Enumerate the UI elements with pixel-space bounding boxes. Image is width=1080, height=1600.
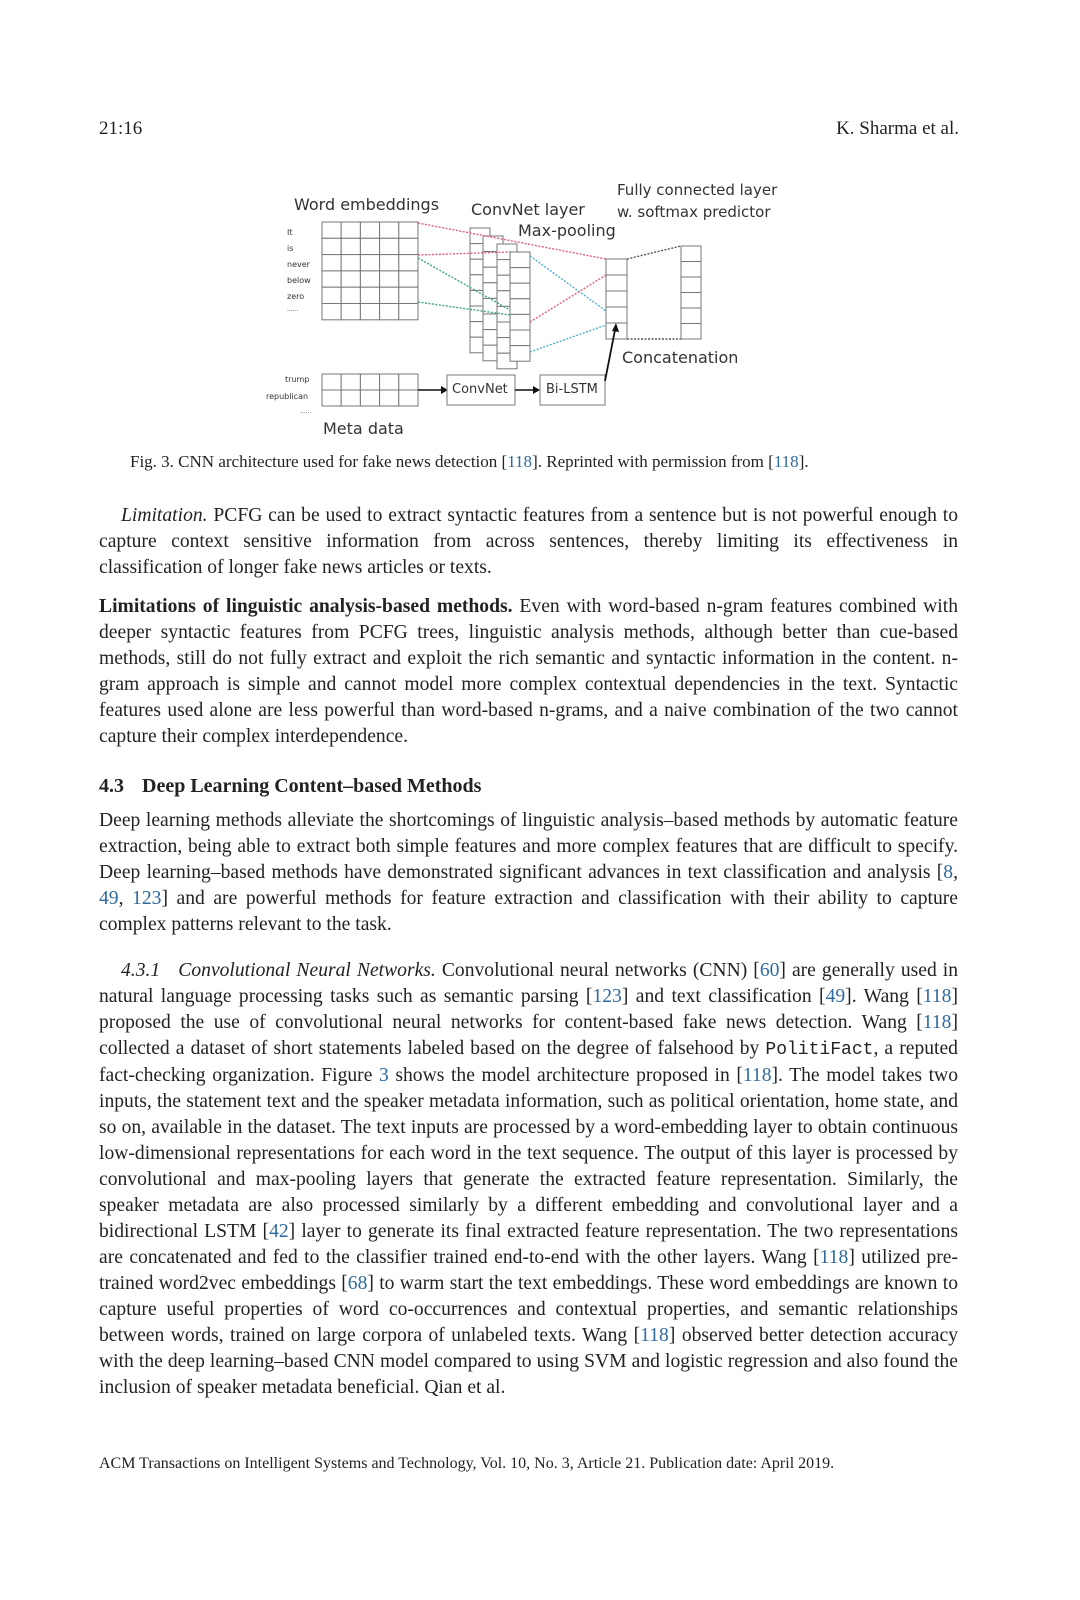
embedding-cell (360, 271, 379, 287)
citation-link[interactable]: 68 (347, 1273, 368, 1294)
citation-link[interactable]: 8 (943, 862, 954, 883)
conv-cell (510, 268, 530, 284)
citation-link[interactable]: 118 (773, 452, 799, 471)
meta-cell (380, 374, 399, 390)
citation-link[interactable]: 123 (592, 986, 622, 1007)
embedding-cell (322, 222, 341, 238)
embedding-cell (380, 271, 399, 287)
pooling-cell (606, 307, 627, 323)
paragraph-text: ] utilized pre-trained word2vec embeddings [ (99, 1247, 959, 1294)
paragraph-text: ]. The model takes two inputs, the statement text and the speaker metadata information, such as political orientation, home state, and so on, available in the dataset. The text inputs are processed by a word-embedding layer to obtain continuous low-dimensional representations for each word in the text sequence. The output of this layer is processed by convolutional and max-pooling layers that generate the extracted feature representation. Similarly, the speaker metadata are also processed similarly by a different embedding and convolutional layer and a bidirectional LSTM [ (99, 1065, 959, 1242)
label-softmax-predictor: w. softmax predictor (617, 203, 771, 221)
citation-link[interactable]: 123 (132, 888, 162, 909)
word-label-zero: zero (287, 292, 305, 301)
pooling-cell (606, 259, 627, 275)
convnet-layer-stack (470, 228, 530, 369)
citation-link[interactable]: 49 (825, 986, 846, 1007)
fc-cell (681, 308, 701, 324)
fc-cell (681, 293, 701, 309)
paragraph-deep-learning (99, 808, 958, 938)
embedding-cell (380, 304, 399, 320)
label-bilstm-box: Bi-LSTM (546, 382, 598, 397)
label-max-pooling: Max-pooling (518, 221, 616, 240)
connection-line-blue (530, 325, 606, 352)
meta-data-matrix (322, 374, 418, 406)
embedding-cell (380, 287, 399, 303)
embedding-cell (341, 222, 360, 238)
citation-link[interactable]: 118 (922, 1012, 952, 1033)
paragraph-cnn (99, 958, 958, 1401)
paragraph-text: Deep learning methods alleviate the shortcomings of linguistic analysis–based methods by automatic feature extraction, being able to extract both simple features and more complex features that are difficult to specify. Deep learning–based methods have demonstrated significant advances in text classification and analysis [ (99, 810, 958, 883)
paragraph-text: ] to warm start the text embeddings. These word embeddings are known to capture useful properties of word co-occurrences and contextual properties, and semantic relationships between words, trained on large corpora of unlabeled texts. Wang [ (99, 1273, 958, 1346)
citation-link[interactable]: 118 (819, 1247, 849, 1268)
paragraph-text: ] observed better detection accuracy with the deep learning–based CNN model compared to using SVM and logistic regression and also found the inclusion of speaker metadata beneficial. Qian et al. (99, 1325, 958, 1398)
paragraph-text: , a reputed fact-checking organization. Figure (99, 1038, 958, 1086)
label-fully-connected: Fully connected layer (617, 181, 778, 199)
paragraph-lead: Limitation. (121, 505, 208, 526)
embedding-cell (341, 287, 360, 303)
meta-cell (360, 390, 379, 406)
paragraph-text: PCFG can be used to extract syntactic features from a sentence but is not powerful enough to capture context sensitive information from across sentences, thereby limiting its effectiveness in classification of longer fake news articles or texts. (99, 505, 958, 578)
figure-caption (130, 452, 809, 472)
label-meta-data: Meta data (323, 419, 404, 438)
section-number: 4.3 (99, 775, 124, 797)
meta-cell (341, 374, 360, 390)
meta-cell (399, 390, 418, 406)
paragraph-text: shows the model architecture proposed in [ (388, 1065, 743, 1086)
politifact-name: PolitiFact (765, 1040, 874, 1060)
meta-cell (360, 374, 379, 390)
fc-cell (681, 262, 701, 278)
label-convnet-layer: ConvNet layer (471, 200, 585, 219)
word-label-never: never (287, 260, 310, 269)
citation-link[interactable]: 118 (742, 1065, 772, 1086)
word-label-ellipsis: ...... (287, 306, 299, 313)
connection-lines (418, 223, 681, 352)
embedding-cell (399, 304, 418, 320)
paragraph-text: ] collected a dataset of short statements labeled based on the degree of falsehood by (99, 1012, 958, 1059)
paragraph-text: ] and text classification [ (621, 986, 826, 1007)
embedding-cell (341, 271, 360, 287)
embedding-cell (360, 287, 379, 303)
embedding-cell (322, 238, 341, 254)
conv-cell (510, 299, 530, 315)
embedding-cell (341, 304, 360, 320)
meta-label-trump: trump (285, 375, 310, 384)
paragraph-lead: Limitations of linguistic analysis-based methods. (99, 596, 513, 617)
subsection-title: Convolutional Neural Networks. (178, 960, 436, 981)
connection-line-blue (530, 256, 606, 311)
paragraph-limitation (99, 503, 958, 581)
paragraph-text: Convolutional neural networks (CNN) [ (435, 960, 760, 981)
embedding-cell (399, 222, 418, 238)
fc-cell (681, 277, 701, 293)
meta-cell (341, 390, 360, 406)
fc-cell (681, 324, 701, 340)
meta-label-republican: republican (266, 392, 309, 401)
pooling-cell (606, 291, 627, 307)
word-label-below: below (287, 276, 311, 285)
embedding-cell (380, 222, 399, 238)
fully-connected-column (681, 246, 701, 339)
pooling-cell (606, 275, 627, 291)
arrow-head-icon (533, 386, 540, 394)
meta-cell (380, 390, 399, 406)
embedding-cell (341, 255, 360, 271)
citation-link[interactable]: 42 (269, 1221, 289, 1242)
embedding-cell (341, 238, 360, 254)
subsection-number: 4.3.1 (121, 960, 161, 981)
paragraph-text: ] layer to generate its final extracted feature representation. The two representations are concatenated and fed to the classifier trained end-to-end with the other layers. Wang [ (99, 1221, 958, 1268)
embedding-cell (360, 238, 379, 254)
paragraph-text: Even with word-based n-gram features combined with deeper syntactic features from PCFG trees, linguistic analysis methods, although better than cue-based methods, still do not fully extract and exploit the rich semantic and syntactic information in the content. n-gram approach is simple and cannot model more complex contextual dependencies in the text. Syntactic features used alone are less powerful than word-based n-grams, and a naive combination of the two cannot capture their complex interdependence. (99, 596, 958, 747)
conv-cell (510, 314, 530, 330)
citation-link[interactable]: 118 (507, 452, 533, 471)
connection-line-fc (627, 246, 681, 259)
citation-link[interactable]: 118 (922, 986, 952, 1007)
embedding-cell (380, 238, 399, 254)
embedding-cell (399, 271, 418, 287)
figure-link[interactable]: 3 (379, 1065, 389, 1086)
paragraph-text: ] and are powerful methods for feature extraction and classification with their ability to capture complex patterns relevant to the task. (99, 888, 958, 935)
paragraph-text: ] proposed the use of convolutional neural networks for content-based fake news detection. Wang [ (99, 986, 958, 1033)
separator: , (953, 862, 958, 883)
page-number: 21:16 (99, 118, 143, 139)
embedding-cell (399, 238, 418, 254)
paragraph-limitations-linguistic (99, 594, 958, 750)
word-label-it: It (287, 228, 293, 237)
page-footer: ACM Transactions on Intelligent Systems and Technology, Vol. 10, No. 3, Article 21. Publication date: April 2019. (99, 1455, 835, 1472)
word-label-is: is (287, 244, 294, 253)
embedding-cell (322, 304, 341, 320)
meta-cell (399, 374, 418, 390)
conv-cell (510, 330, 530, 346)
caption-text: Fig. 3. CNN architecture used for fake news detection [ (130, 452, 508, 471)
fc-cell (681, 246, 701, 262)
meta-cell (322, 374, 341, 390)
section-heading (99, 775, 481, 798)
embedding-cell (360, 304, 379, 320)
separator: , (118, 888, 133, 909)
conv-cell (510, 346, 530, 362)
embedding-cell (360, 255, 379, 271)
caption-text: ]. Reprinted with permission from [ (532, 452, 774, 471)
meta-label-ellipsis: ...... (300, 408, 312, 415)
label-word-embeddings: Word embeddings (294, 195, 440, 214)
label-concatenation: Concatenation (622, 348, 739, 367)
citation-link[interactable]: 60 (759, 960, 780, 981)
figure-cnn-architecture (0, 170, 1080, 450)
citation-link[interactable]: 118 (640, 1325, 669, 1346)
conv-cell (510, 283, 530, 299)
embedding-cell (322, 271, 341, 287)
label-convnet-box: ConvNet (452, 382, 508, 397)
embedding-cell (360, 222, 379, 238)
running-head-authors: K. Sharma et al. (836, 118, 959, 139)
conv-cell (510, 252, 530, 268)
citation-link[interactable]: 49 (99, 888, 119, 909)
embedding-cell (322, 287, 341, 303)
paragraph-text: ]. Wang [ (845, 986, 923, 1007)
word-embedding-matrix (322, 222, 418, 320)
embedding-cell (399, 287, 418, 303)
embedding-cell (380, 255, 399, 271)
caption-text: ]. (798, 452, 809, 471)
embedding-cell (322, 255, 341, 271)
paragraph-text: ] are generally used in natural language processing tasks such as semantic parsing [ (99, 960, 959, 1007)
section-title: Deep Learning Content–based Methods (142, 775, 482, 797)
connection-line-red (530, 275, 606, 322)
embedding-cell (399, 255, 418, 271)
meta-cell (322, 390, 341, 406)
